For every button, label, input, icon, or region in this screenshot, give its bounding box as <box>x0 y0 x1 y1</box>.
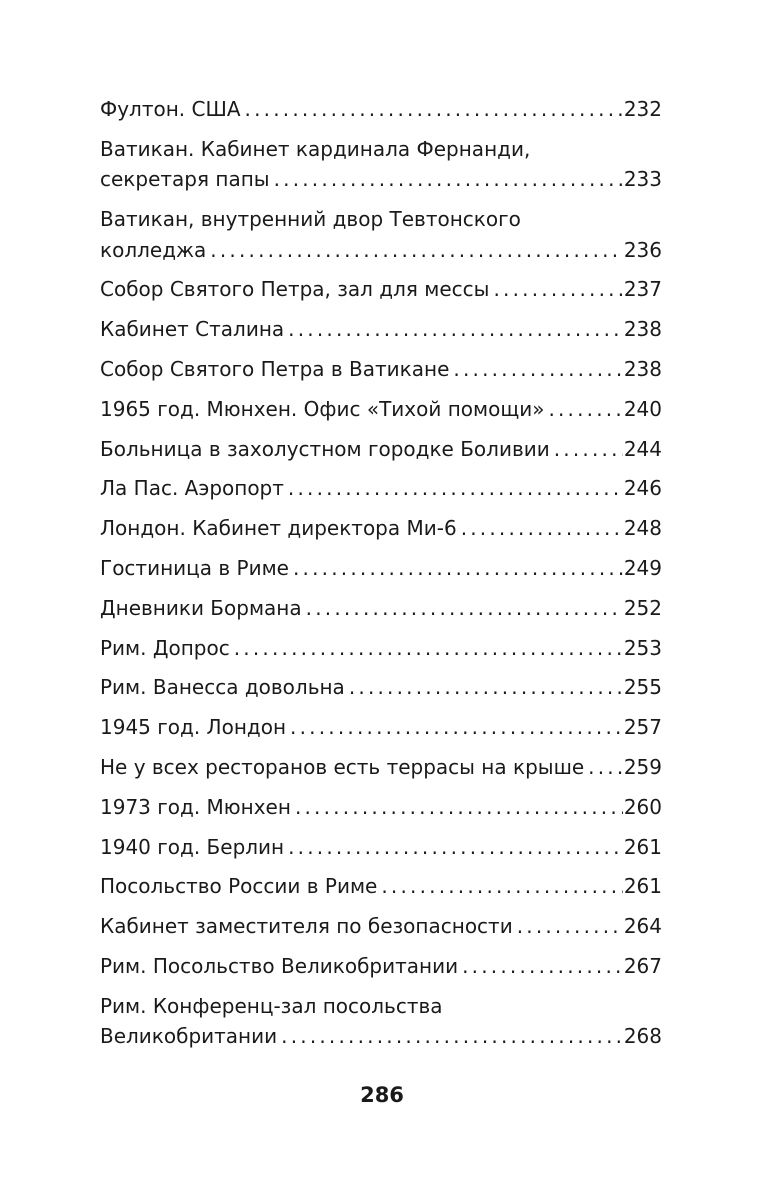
page-number: 286 <box>360 1083 404 1107</box>
toc-entry-title-line: Ватикан, внутренний двор Тевтонского <box>100 207 521 232</box>
toc-entry-page: 237 <box>623 277 662 302</box>
toc-entry-title: Фултон. США <box>100 97 241 121</box>
dot-leader <box>290 712 623 743</box>
toc-entry-row <box>100 94 662 125</box>
toc-entry-page: 264 <box>623 914 662 939</box>
toc-entry-title: Рим. Посольство Великобритании <box>100 953 459 978</box>
toc-entry-row <box>100 792 662 823</box>
dot-leader <box>274 164 623 195</box>
toc-entry-page: 238 <box>623 317 662 342</box>
dot-leader <box>453 354 622 385</box>
dot-leader <box>462 951 623 982</box>
toc-entry <box>100 204 662 265</box>
toc-entry-title: Посольство России в Риме <box>100 874 378 899</box>
dot-leader <box>210 235 623 266</box>
toc-entry-page: 260 <box>623 794 662 819</box>
dot-leader <box>588 752 623 783</box>
toc-entry-page: 248 <box>623 516 662 541</box>
toc-entry <box>100 274 662 305</box>
toc-entry-title: 1940 год. Берлин <box>100 834 285 859</box>
toc-entry <box>100 94 662 125</box>
toc-entry <box>100 951 662 982</box>
toc-entry-row <box>100 593 662 624</box>
toc-entry-title: Не у всех ресторанов есть террасы на крыше <box>100 754 585 779</box>
dot-leader <box>548 394 622 425</box>
toc-entry-page: 240 <box>623 396 662 421</box>
dot-leader <box>554 434 623 465</box>
table-of-contents <box>100 94 662 1061</box>
toc-entry <box>100 553 662 584</box>
toc-entry <box>100 712 662 743</box>
toc-entry-row <box>100 633 662 664</box>
toc-entry-title: Гостиница в Риме <box>100 555 289 580</box>
toc-entry-page: 267 <box>623 953 662 978</box>
toc-entry-title: Великобритании <box>100 1024 278 1049</box>
toc-entry <box>100 792 662 823</box>
toc-entry-row <box>100 672 662 703</box>
toc-entry-row <box>100 832 662 863</box>
dot-leader <box>349 672 623 703</box>
toc-entry-page: 268 <box>623 1024 662 1049</box>
toc-entry <box>100 752 662 783</box>
dot-leader <box>295 792 623 823</box>
toc-entry-row <box>100 513 662 544</box>
toc-entry-row <box>100 394 662 425</box>
toc-entry <box>100 672 662 703</box>
toc-entry-page: 246 <box>623 476 662 501</box>
toc-entry-page: 261 <box>623 874 662 899</box>
toc-entry-title: колледжа <box>100 237 207 262</box>
toc-entry <box>100 434 662 465</box>
toc-entry <box>100 991 662 1052</box>
dot-leader <box>293 553 623 584</box>
toc-entry <box>100 134 662 195</box>
toc-entry <box>100 473 662 504</box>
dot-leader <box>381 871 622 902</box>
toc-entry-title: Кабинет заместителя по безопасности <box>100 914 513 939</box>
toc-entry-page: 232 <box>623 97 662 121</box>
toc-entry-row <box>100 1021 662 1052</box>
toc-entry-row <box>100 553 662 584</box>
dot-leader <box>493 274 622 305</box>
toc-entry-title-line: Рим. Конференц-зал посольства <box>100 993 443 1018</box>
dot-leader <box>281 1021 623 1052</box>
toc-entry-page: 261 <box>623 834 662 859</box>
toc-entry-row <box>100 473 662 504</box>
toc-entry-row <box>100 164 662 195</box>
toc-entry-row <box>100 712 662 743</box>
toc-entry <box>100 633 662 664</box>
toc-entry-row <box>100 871 662 902</box>
toc-entry-title: секретаря папы <box>100 167 270 192</box>
toc-entry-page: 253 <box>623 635 662 660</box>
dot-leader <box>234 633 623 664</box>
toc-entry <box>100 513 662 544</box>
toc-entry-title: Дневники Бормана <box>100 595 302 620</box>
toc-entry-row <box>100 434 662 465</box>
dot-leader <box>288 832 623 863</box>
dot-leader <box>517 911 623 942</box>
toc-entry <box>100 394 662 425</box>
toc-entry-row <box>100 752 662 783</box>
toc-entry <box>100 354 662 385</box>
toc-entry-title: 1945 год. Лондон <box>100 715 287 740</box>
toc-entry-page: 255 <box>623 675 662 700</box>
toc-entry-title: Собор Святого Петра в Ватикане <box>100 356 450 381</box>
toc-entry-title: Рим. Ванесса довольна <box>100 675 345 700</box>
toc-entry <box>100 871 662 902</box>
toc-entry-page: 233 <box>623 167 662 192</box>
dot-leader <box>288 473 623 504</box>
dot-leader <box>306 593 623 624</box>
toc-entry-row <box>100 951 662 982</box>
toc-entry-title: Больница в захолустном городке Боливии <box>100 436 550 461</box>
toc-entry-title: Рим. Допрос <box>100 635 230 660</box>
toc-entry-title-line: Ватикан. Кабинет кардинала Фернанди, <box>100 136 531 161</box>
toc-entry-row <box>100 911 662 942</box>
toc-entry <box>100 593 662 624</box>
toc-entry <box>100 314 662 345</box>
toc-entry-page: 257 <box>623 715 662 740</box>
toc-entry-page: 244 <box>623 436 662 461</box>
toc-entry-row <box>100 235 662 266</box>
dot-leader <box>245 94 623 125</box>
toc-entry-title: Собор Святого Петра, зал для мессы <box>100 277 490 302</box>
toc-entry-title: 1973 год. Мюнхен <box>100 794 291 819</box>
toc-entry-title: Кабинет Сталина <box>100 317 285 342</box>
dot-leader <box>461 513 623 544</box>
toc-entry-row <box>100 354 662 385</box>
dot-leader <box>288 314 623 345</box>
toc-entry-title: Лондон. Кабинет директора Ми-6 <box>100 516 457 541</box>
toc-entry-row <box>100 274 662 305</box>
toc-entry <box>100 832 662 863</box>
toc-entry-page: 236 <box>623 237 662 262</box>
toc-entry-title: 1965 год. Мюнхен. Офис «Тихой помощи» <box>100 396 545 421</box>
toc-entry <box>100 911 662 942</box>
toc-entry-page: 252 <box>623 595 662 620</box>
toc-entry-title: Ла Пас. Аэропорт <box>100 476 284 501</box>
toc-entry-page: 249 <box>623 555 662 580</box>
toc-entry-page: 259 <box>623 754 662 779</box>
toc-entry-row <box>100 314 662 345</box>
toc-entry-page: 238 <box>623 356 662 381</box>
